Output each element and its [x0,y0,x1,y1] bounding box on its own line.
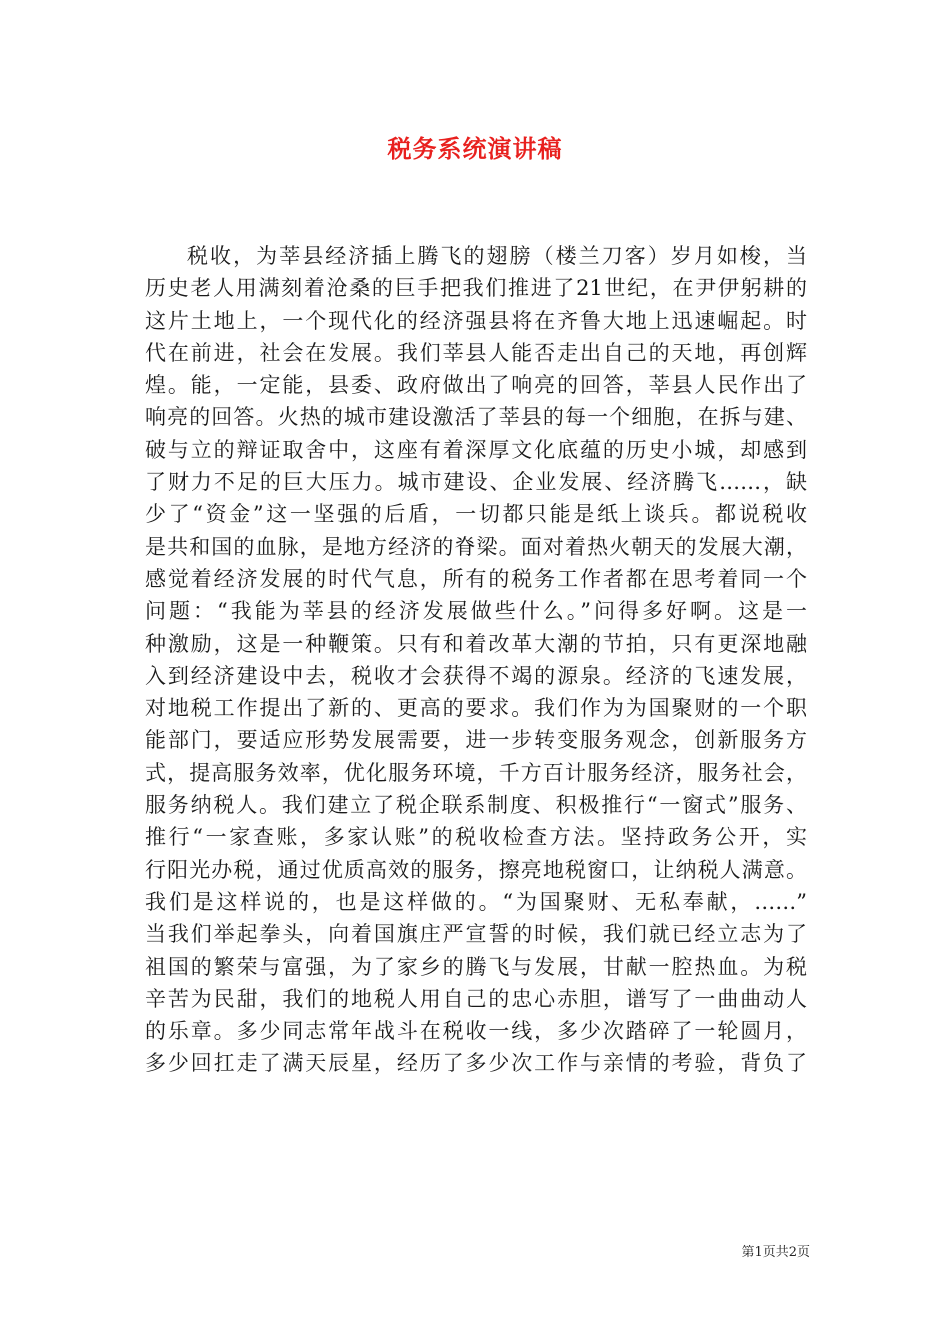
body-line: 辛苦为民甜，我们的地税人用自己的忠心赤胆，谱写了一曲曲动人 [145,986,807,1011]
body-line: 种激励，这是一种鞭策。只有和着改革大潮的节拍，只有更深地融 [145,631,807,656]
body-line: 我们是这样说的，也是这样做的。“为国聚财、无私奉献，……” [145,889,807,914]
body-line: 的乐章。多少同志常年战斗在税收一线，多少次踏碎了一轮圆月， [145,1019,807,1044]
body-line: 推行“一家查账，多家认账”的税收检查方法。坚持政务公开，实 [145,825,807,850]
body-line: 式，提高服务效率，优化服务环境，千方百计服务经济，服务社会， [145,760,807,785]
body-line: 当我们举起拳头，向着国旗庄严宣誓的时候，我们就已经立志为了 [145,922,807,947]
body-line: 代在前进，社会在发展。我们莘县人能否走出自己的天地，再创辉 [145,340,807,365]
body-line: 感觉着经济发展的时代气息，所有的税务工作者都在思考着同一个 [145,566,807,591]
body-line: 这片土地上，一个现代化的经济强县将在齐鲁大地上迅速崛起。时 [145,308,807,333]
document-title: 税务系统演讲稿 [387,134,563,163]
body-line: 入到经济建设中去，税收才会获得不竭的源泉。经济的飞速发展， [145,663,807,688]
body-line: 服务纳税人。我们建立了税企联系制度、积极推行“一窗式”服务、 [145,793,807,818]
body-line: 响亮的回答。火热的城市建设激活了莘县的每一个细胞，在拆与建、 [145,405,807,430]
body-line: 行阳光办税，通过优质高效的服务，擦亮地税窗口，让纳税人满意。 [145,857,807,882]
document-body [145,240,807,1080]
body-line: 多少回扛走了满天辰星，经历了多少次工作与亲情的考验，背负了 [145,1051,807,1076]
body-line: 税收，为莘县经济插上腾飞的翅膀（楼兰刀客）岁月如梭，当 [187,244,807,268]
page-number: 第1页共2页 [741,1245,810,1260]
body-line: 破与立的辩证取舍中，这座有着深厚文化底蕴的历史小城，却感到 [145,437,807,462]
body-line: 是共和国的血脉，是地方经济的脊梁。面对着热火朝天的发展大潮， [145,534,807,559]
body-line: 问题：“我能为莘县的经济发展做些什么。”问得多好啊。这是一 [145,599,807,624]
body-line: 能部门，要适应形势发展需要，进一步转变服务观念，创新服务方 [145,728,807,753]
body-line: 少了“资金”这一坚强的后盾，一切都只能是纸上谈兵。都说税收 [145,502,807,527]
body-line: 了财力不足的巨大压力。城市建设、企业发展、经济腾飞……，缺 [145,470,807,495]
body-line: 历史老人用满刻着沧桑的巨手把我们推进了21世纪，在尹伊躬耕的 [145,276,807,301]
body-line: 祖国的繁荣与富强，为了家乡的腾飞与发展，甘献一腔热血。为税 [145,954,807,979]
body-line: 对地税工作提出了新的、更高的要求。我们作为为国聚财的一个职 [145,696,807,721]
body-line: 煌。能，一定能，县委、政府做出了响亮的回答，莘县人民作出了 [145,373,807,398]
